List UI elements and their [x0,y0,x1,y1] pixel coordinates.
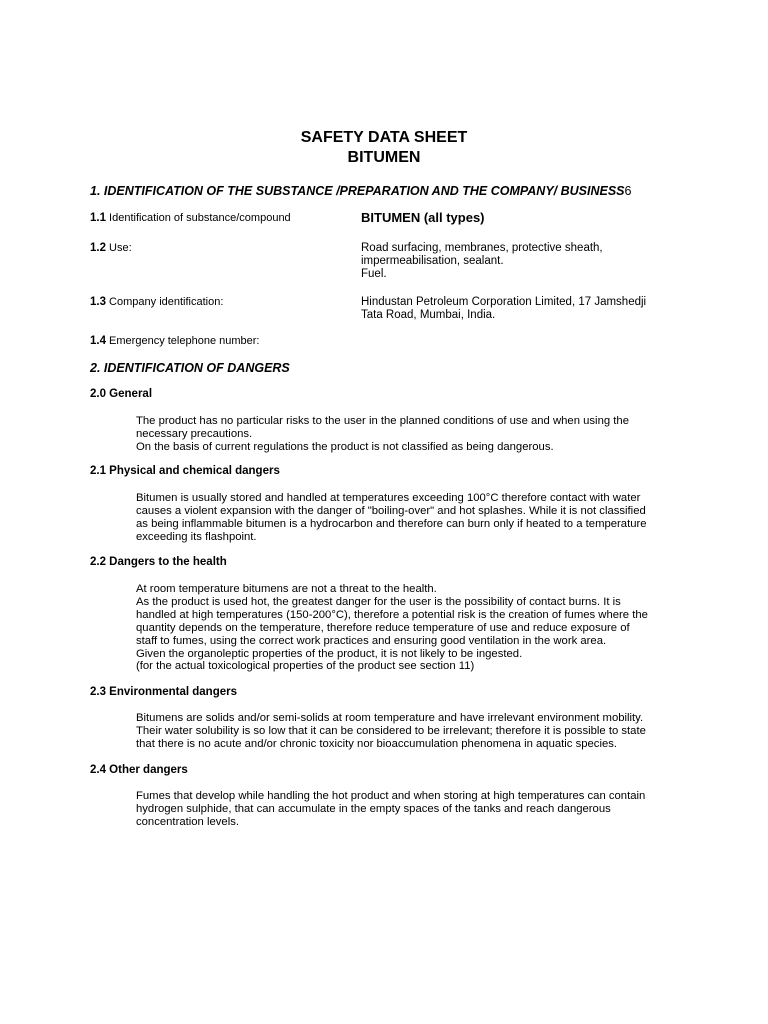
paragraph-line: Bitumens are solids and/or semi-solids at room temperature and have irrelevant environment mobility. [136,712,644,724]
subsection-2-0-body [136,415,696,454]
paragraph-line: The product has no particular risks to the user in the planned conditions of use and when using the [136,415,629,427]
paragraph-line: as being inflammable bitumen is a hydrocarbon and therefore can burn only if heated to a temperature [136,517,647,530]
document-title: SAFETY DATA SHEET [300,129,468,146]
row-1-3-text: Company identification: [106,296,224,308]
paragraph-line: On the basis of current regulations the product is not classified as being dangerous. [136,440,554,453]
paragraph-line: that there is no acute and/or chronic toxicity nor bioaccumulation phenomena in aquatic species. [136,737,618,750]
section-1-heading-text: 1. IDENTIFICATION OF THE SUBSTANCE /PREPARATION AND THE COMPANY/ BUSINESS [90,184,625,198]
row-1-1-value-line: BITUMEN (all types) [361,210,485,225]
row-1-2-text: Use: [106,242,132,254]
row-1-3-value-line: Tata Road, Mumbai, India. [361,309,496,321]
paragraph-line: hydrogen sulphide, that can accumulate in the empty spaces of the tanks and reach dangerous [136,802,611,815]
subsection-2-0-heading: 2.0 General [90,388,153,400]
row-1-3-value-line: Hindustan Petroleum Corporation Limited, 17 Jamshedji [361,296,647,308]
subsection-2-2-body [136,583,696,673]
subsection-2-1-body [136,492,696,544]
section-2-heading: 2. IDENTIFICATION OF DANGERS [90,361,290,375]
row-1-3-label [90,296,223,308]
paragraph-line: handled at high temperatures (150-200°C), therefore a potential risk is the creation of fumes where the [136,608,648,621]
row-1-2-label [90,242,132,254]
subsection-2-3-heading: 2.3 Environmental dangers [90,686,237,698]
paragraph-line: necessary precautions. [136,427,253,440]
row-1-1-value [361,211,701,224]
row-1-3-number: 1.3 [90,296,106,308]
paragraph-line: Their water solubility is so low that it can be considered to be irrelevant; therefore it is possible to state [136,724,646,737]
row-1-2-number: 1.2 [90,242,106,254]
row-1-4-text: Emergency telephone number: [106,335,260,347]
paragraph-line: exceeding its flashpoint. [136,530,257,543]
document-subtitle: BITUMEN [347,149,421,166]
row-1-2-value [361,242,701,281]
paragraph-line: quantity depends on the temperature, therefore reduce temperature of use and reduce exposure of [136,621,630,634]
row-1-2-value-line: impermeabilisation, sealant. [361,255,504,267]
paragraph-line: causes a violent expansion with the danger of "boiling-over" and hot splashes. While it is not classified [136,504,646,517]
paragraph-line: As the product is used hot, the greatest danger for the user is the possibility of contact burns. It is [136,595,621,608]
subsection-2-4-heading: 2.4 Other dangers [90,764,188,776]
paragraph-line: Bitumen is usually stored and handled at temperatures exceeding 100°C therefore contact with water [136,492,641,504]
subsection-2-2-heading: 2.2 Dangers to the health [90,556,227,568]
row-1-2-value-line: Road surfacing, membranes, protective sheath, [361,242,603,254]
paragraph-line: concentration levels. [136,815,239,828]
paragraph-line: Fumes that develop while handling the hot product and when storing at high temperatures can contain [136,790,646,802]
paragraph-line: Given the organoleptic properties of the product, it is not likely to be ingested. [136,647,523,660]
paragraph-line: (for the actual toxicological properties of the product see section 11) [136,660,475,673]
row-1-4-label [90,335,259,347]
row-1-1-label [90,212,291,224]
subsection-2-1-heading: 2.1 Physical and chemical dangers [90,465,280,477]
paragraph-line: staff to fumes, using the correct work practices and ensuring good ventilation in the work area. [136,634,607,647]
subsection-2-3-body [136,712,696,751]
row-1-4-number: 1.4 [90,335,106,347]
paragraph-line: At room temperature bitumens are not a threat to the health. [136,583,437,595]
section-1-heading-suffix: 6 [624,184,632,198]
row-1-1-number: 1.1 [90,212,106,224]
row-1-3-value [361,296,701,322]
subsection-2-4-body [136,790,696,829]
row-1-1-text: Identification of substance/compound [106,212,291,224]
section-1-heading [90,184,631,198]
row-1-2-value-line: Fuel. [361,268,387,280]
